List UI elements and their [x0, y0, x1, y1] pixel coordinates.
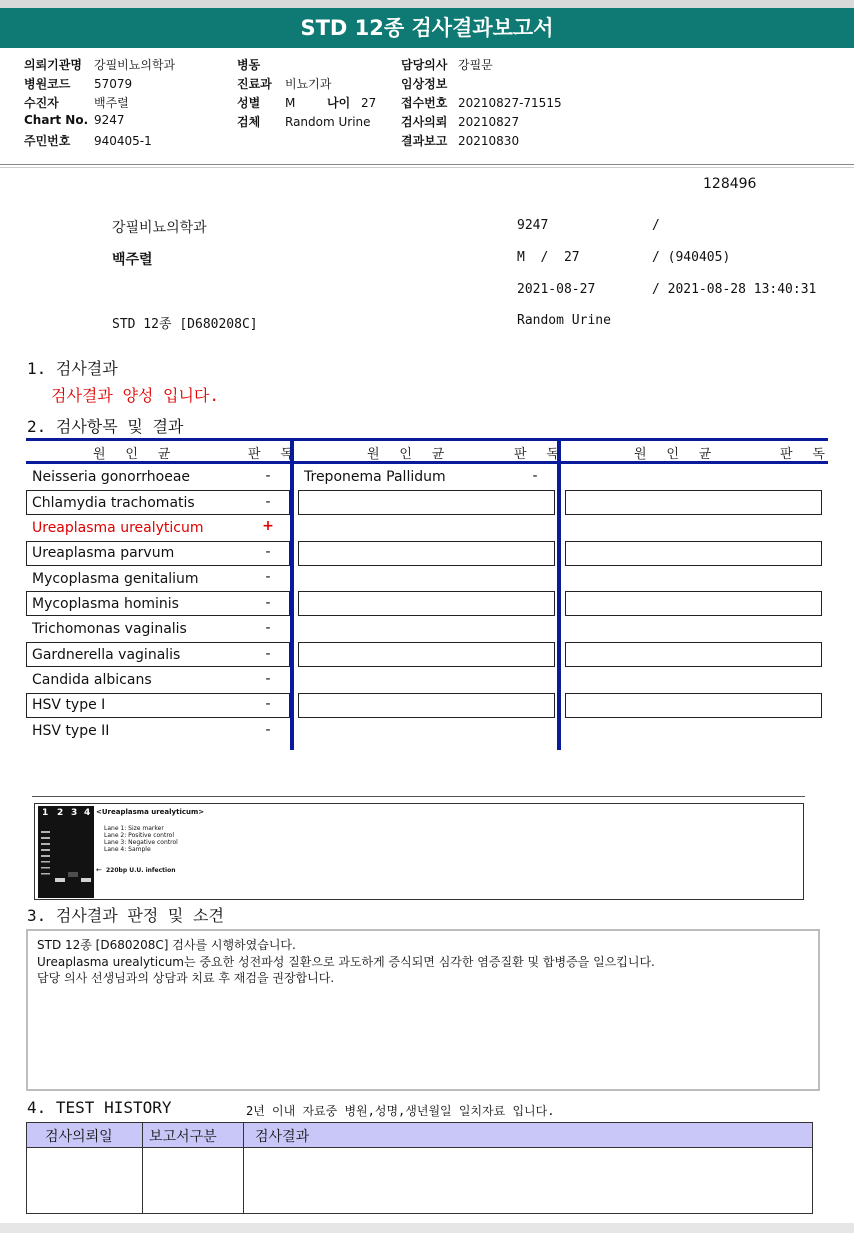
clinic-label: 의뢰기관명 [24, 58, 82, 72]
gel-legend-item: Lane 1: Size marker [104, 825, 164, 832]
organism-result: - [265, 646, 271, 662]
receipt-no-value: 20210827-71515 [458, 96, 562, 110]
finding-line: Ureaplasma urealyticum는 중요한 성전파성 질환으로 과도하게 증식되면 심각한 염증질환 및 합병증을 일으킵니다. [37, 955, 655, 969]
id-number: 128496 [703, 176, 757, 192]
gel-electrophoresis-image [38, 806, 94, 898]
organism-result: - [532, 468, 538, 484]
gel-bands-graphic [38, 806, 94, 898]
empty-cell [298, 591, 555, 616]
patient-value: 백주렬 [94, 96, 129, 110]
sex-label: 성별 [237, 96, 261, 110]
info-sex-age: M / 27 [517, 250, 580, 265]
organism-name: Mycoplasma genitalium [32, 571, 199, 587]
info-specimen: Random Urine [517, 313, 611, 328]
organism-result: - [265, 544, 271, 560]
organism-name: Mycoplasma hominis [32, 596, 179, 612]
col3-result-header: 판 독 [780, 447, 831, 462]
column-divider-2 [557, 438, 561, 750]
organism-result: - [265, 722, 271, 738]
positive-result-text: 검사결과 양성 입니다. [51, 386, 220, 405]
doctor-label: 담당의사 [401, 58, 448, 72]
organism-name: Neisseria gonorrhoeae [32, 469, 191, 485]
lane-number: 2 [57, 808, 64, 818]
organism-result: - [265, 620, 271, 636]
gel-arrow-icon: ← [96, 866, 102, 874]
request-date-value: 20210827 [458, 115, 520, 129]
patient-label: 수진자 [24, 96, 59, 110]
organism-name: Treponema Pallidum [304, 469, 446, 485]
lane-number: 4 [84, 808, 91, 818]
bottom-border [0, 1223, 854, 1233]
report-date-value: 20210830 [458, 134, 520, 148]
clinic-value: 강필비뇨의학과 [94, 58, 176, 72]
empty-cell [565, 591, 822, 616]
info-request-date: 2021-08-27 [517, 282, 596, 297]
empty-cell [298, 541, 555, 566]
gel-arrow-label: 220bp U.U. infection [106, 867, 176, 874]
col2-result-header: 판 독 [514, 447, 565, 462]
organism-name: Candida albicans [32, 672, 152, 688]
organism-result: - [265, 494, 271, 510]
organism-name: Gardnerella vaginalis [32, 647, 181, 663]
gel-legend-item: Lane 3: Negative control [104, 839, 178, 846]
finding-line: 담당 의사 선생님과의 상담과 치료 후 재검을 권장합니다. [37, 971, 335, 985]
results-table-top-rule [26, 438, 828, 441]
header-left [24, 56, 175, 151]
ward-label: 병동 [237, 58, 261, 72]
history-col-divider [243, 1123, 244, 1213]
col3-organism-header: 원 인 균 [634, 447, 718, 462]
hospital-code-label: 병원코드 [24, 77, 71, 91]
history-col-request-date: 검사의뢰일 [45, 1129, 113, 1145]
specimen-value: Random Urine [285, 115, 371, 129]
dept-label: 진료과 [237, 77, 272, 91]
section1-title: 1. 검사결과 [27, 359, 118, 378]
gel-legend-item: Lane 2: Positive control [104, 832, 175, 839]
gel-title: <Ureaplasma urealyticum> [96, 808, 205, 816]
receipt-no-label: 접수번호 [401, 96, 448, 110]
empty-cell [298, 490, 555, 515]
lane-number: 3 [71, 808, 78, 818]
clinical-info-label: 임상정보 [401, 77, 448, 91]
info-report-datetime: / 2021-08-28 13:40:31 [652, 282, 817, 297]
finding-line: STD 12종 [D680208C] 검사를 시행하였습니다. [37, 938, 296, 952]
history-col-divider [142, 1123, 143, 1213]
hospital-code-value: 57079 [94, 77, 133, 91]
empty-cell [298, 642, 555, 667]
column-divider-1 [290, 438, 294, 750]
doctor-value: 강필문 [458, 58, 493, 72]
history-table-header [27, 1123, 812, 1148]
col1-organism-header: 원 인 균 [93, 447, 177, 462]
age-label: 나이 [327, 96, 351, 110]
request-date-label: 검사의뢰 [401, 115, 448, 129]
resident-id-label: 주민번호 [24, 134, 71, 148]
history-note: 2년 이내 자료중 병원,성명,생년월일 일치자료 입니다. [246, 1104, 555, 1118]
info-slash: / [652, 218, 660, 233]
section3-title: 3. 검사결과 판정 및 소견 [27, 906, 224, 925]
gel-top-rule [32, 796, 805, 797]
lane-number: 1 [42, 808, 49, 818]
header-middle [237, 56, 376, 132]
gel-legend-item: Lane 4: Sample [104, 846, 151, 853]
age-value: 27 [361, 96, 377, 110]
header-divider-shadow [0, 167, 854, 168]
empty-cell [565, 490, 822, 515]
empty-cell [298, 693, 555, 718]
organism-result: - [265, 671, 271, 687]
organism-name: Ureaplasma parvum [32, 545, 175, 561]
organism-name: HSV type II [32, 723, 110, 739]
info-clinic: 강필비뇨의학과 [112, 220, 207, 236]
col2-organism-header: 원 인 균 [367, 447, 451, 462]
organism-result: - [265, 595, 271, 611]
organism-result: - [265, 696, 271, 712]
info-birth: / (940405) [652, 250, 731, 265]
organism-name: HSV type I [32, 697, 106, 713]
section2-title: 2. 검사항목 및 결과 [27, 417, 184, 436]
history-col-report-type: 보고서구분 [149, 1129, 217, 1145]
header-right [401, 56, 562, 151]
chart-label: Chart No. [24, 113, 89, 127]
report-title: STD 12종 검사결과보고서 [0, 8, 854, 48]
col1-result-header: 판 독 [248, 447, 299, 462]
chart-value: 9247 [94, 113, 125, 127]
organism-name: Chlamydia trachomatis [32, 495, 195, 511]
info-patient: 백주렬 [112, 252, 153, 268]
top-border [0, 0, 854, 8]
organism-name-positive: Ureaplasma urealyticum [32, 520, 204, 536]
report-date-label: 결과보고 [401, 134, 448, 148]
organism-name: Trichomonas vaginalis [32, 621, 187, 637]
sex-value: M [285, 96, 296, 110]
history-col-result: 검사결과 [255, 1129, 310, 1145]
resident-id-value: 940405-1 [94, 134, 152, 148]
specimen-label: 검체 [237, 115, 261, 129]
section4-title: 4. TEST HISTORY [27, 1098, 172, 1117]
organism-result: - [265, 569, 271, 585]
info-chart: 9247 [517, 218, 549, 233]
info-test-name: STD 12종 [D680208C] [112, 317, 258, 332]
empty-cell [565, 541, 822, 566]
empty-cell [565, 642, 822, 667]
dept-value: 비뇨기과 [285, 77, 332, 91]
organism-result: - [265, 468, 271, 484]
header-divider [0, 164, 854, 165]
empty-cell [565, 693, 822, 718]
organism-result-positive: + [262, 518, 274, 534]
